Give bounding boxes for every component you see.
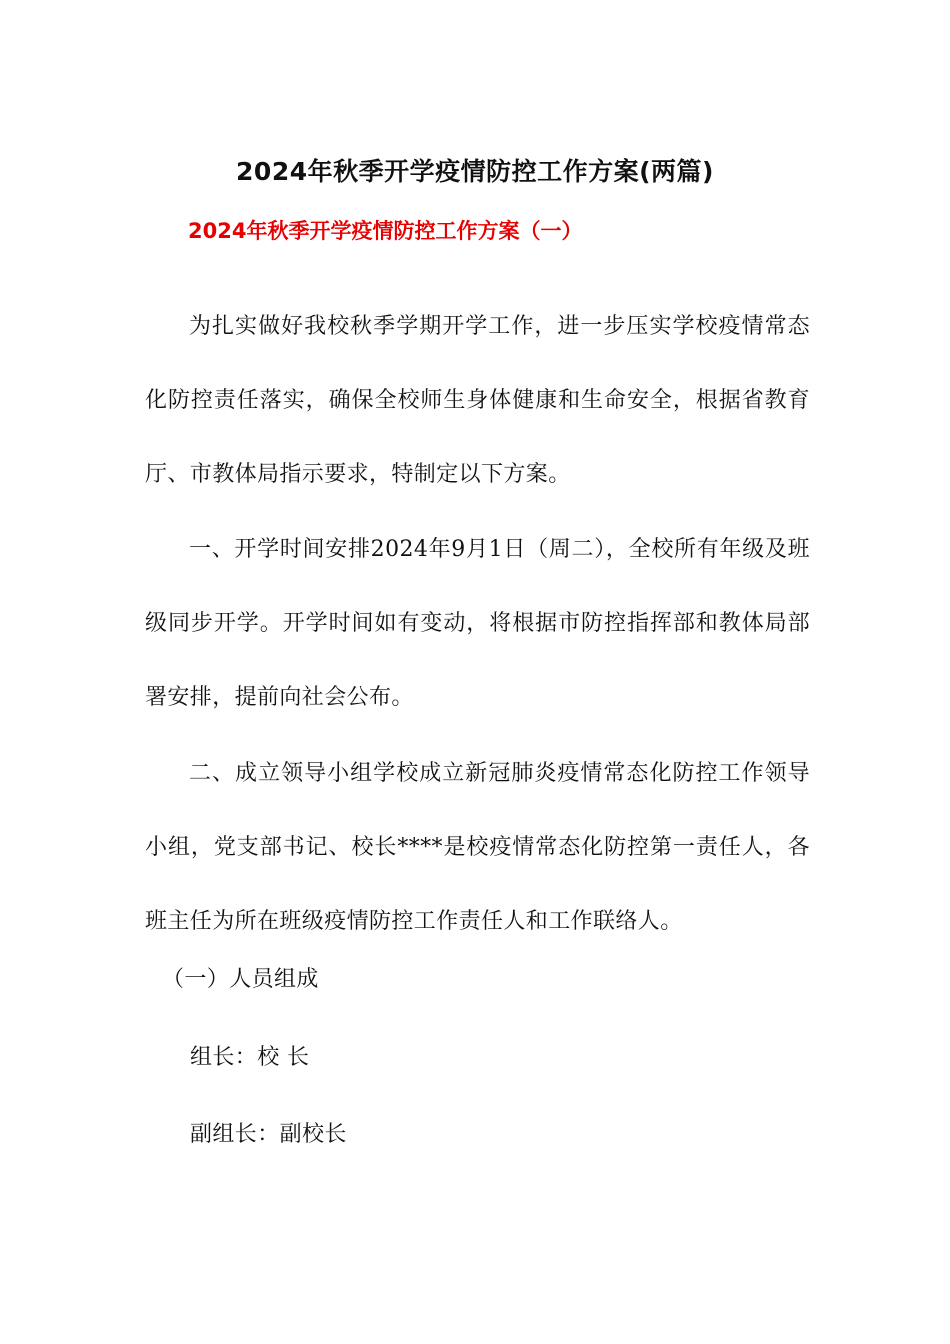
member-deputy-leader: 副组长：副校长 (190, 1122, 347, 1147)
section-subtitle: 2024年秋季开学疫情防控工作方案（一） (188, 219, 583, 243)
section-heading-personnel: （一）人员组成 (162, 967, 319, 992)
paragraph-schedule: 一、开学时间安排2024年9月1日（周二），全校所有年级及班级同步开学。开学时间如有变动，将根据市防控指挥部和教体局部署安排，提前向社会公布。 (145, 537, 810, 710)
member-leader: 组长：校 长 (190, 1045, 310, 1070)
paragraph-intro: 为扎实做好我校秋季学期开学工作，进一步压实学校疫情常态化防控责任落实，确保全校师生身体健康和生命安全，根据省教育厅、市教体局指示要求，特制定以下方案。 (145, 314, 810, 487)
paragraph-leadership: 二、成立领导小组学校成立新冠肺炎疫情常态化防控工作领导小组，党支部书记、校长****是校疫情常态化防控第一责任人，各班主任为所在班级疫情防控工作责任人和工作联络人。 (145, 761, 810, 934)
document-title: 2024年秋季开学疫情防控工作方案(两篇) (236, 157, 714, 186)
